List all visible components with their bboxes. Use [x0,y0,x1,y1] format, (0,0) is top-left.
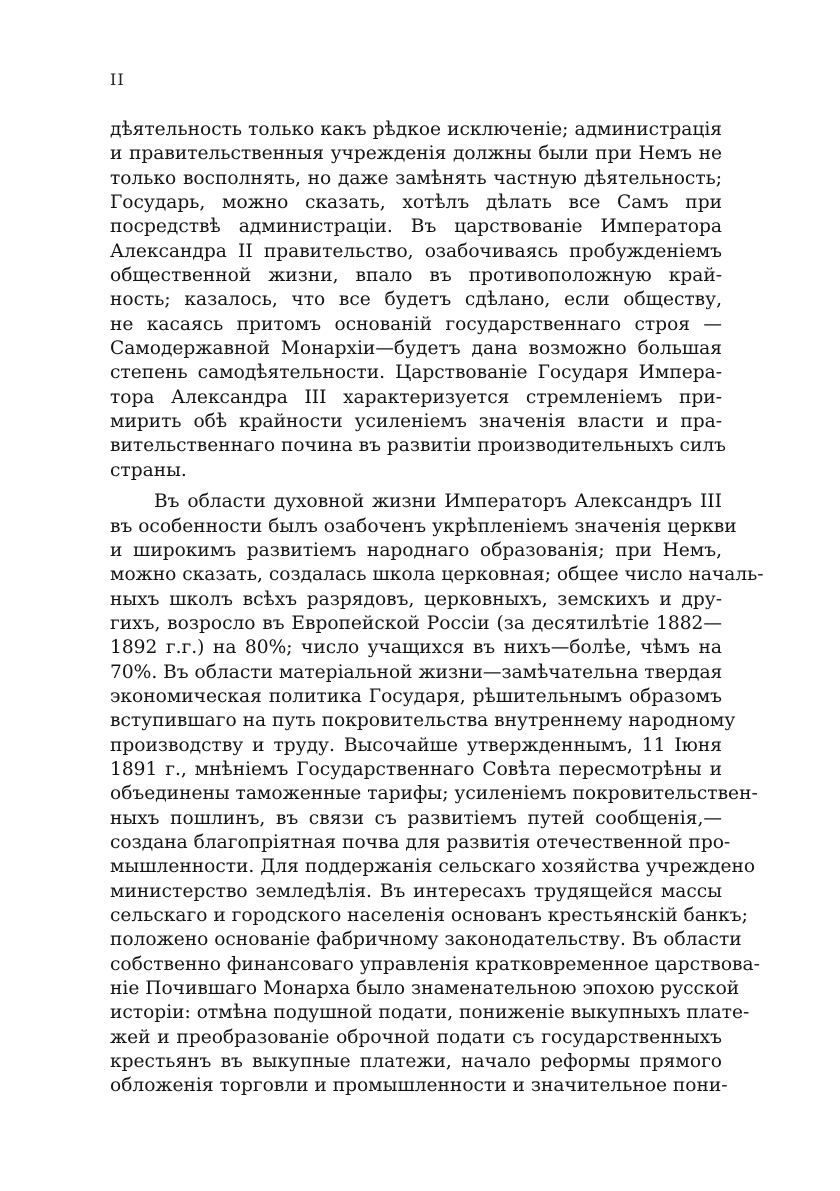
text-line: производству и труду. Высочайше утвержденнымъ, 11 Іюня [110,734,722,756]
text-line: мышленности. Для поддержанія сельскаго хозяйства учреждено [110,856,756,878]
text-line: ныхъ пошлинъ, въ связи съ развитіемъ путей сообщенія,— [110,807,722,829]
text-line: тора Александра III характеризуется стремленіемъ при- [110,386,722,408]
text-line: крестьянъ въ выкупные платежи, начало реформы прямого [110,1051,722,1073]
text-line: степень самодѣятельности. Царствованіе Государя Импера- [110,362,722,384]
text-line: общественной жизни, впало въ противоположную край- [110,265,722,287]
text-line: ность; казалось, что все будетъ сдѣлано, если обществу, [110,289,722,311]
text-line: исторіи: отмѣна подушной подати, пониженіе выкупныхъ плате- [110,1002,750,1024]
text-line: и правительственныя учрежденія должны были при Немъ не [110,143,722,165]
text-line: положено основаніе фабричному законодательству. Въ области [110,929,742,951]
text-line: обложенія торговли и промышленности и значительное пони- [110,1075,728,1097]
text-line: Въ области духовной жизни Императоръ Александръ III [154,491,722,513]
text-line: посредствѣ администраціи. Въ царствованіе Императора [110,216,722,238]
text-line: только восполнять, но даже замѣнять частную дѣятельность; [110,167,722,189]
text-line: сельскаго и городского населенія основанъ крестьянскій банкъ; [110,905,748,926]
text-line: не касаясь притомъ основаній государственнаго строя — [110,313,722,335]
paragraph-gap [110,483,722,490]
text-line: страны. [110,459,187,481]
text-line: Самодержавной Монархіи—будетъ дана возможно большая [110,338,722,360]
text-line: 70%. Въ области матеріальной жизни—замѣчательна твердая [110,661,723,683]
text-line: Государь, можно сказать, хотѣлъ дѣлать все Самъ при [110,192,722,214]
text-line: объединены таможенные тарифы; усиленіемъ покровительствен- [110,783,758,805]
text-line: экономическая политика Государя, рѣшительнымъ образомъ [110,685,722,707]
text-line: въ особенности былъ озабоченъ укрѣпленіемъ значенія церкви [110,515,737,537]
body-text [110,118,764,1099]
text-line: жей и преобразованіе оброчной подати съ государственныхъ [110,1026,722,1048]
paragraph-1 [110,118,726,483]
text-line: ныхъ школъ всѣхъ разрядовъ, церковныхъ, земскихъ и дру- [110,588,722,610]
text-line: дѣятельность только какъ рѣдкое исключеніе; администрація [110,119,722,140]
text-line: 1891 г., мнѣніемъ Государственнаго Совѣта пересмотрѣны и [110,758,722,780]
page-number: II [110,70,125,89]
text-line: министерство земледѣлія. Въ интересахъ трудящейся массы [110,880,722,902]
text-line: вступившаго на путь покровительства внутреннему народному [110,710,736,732]
text-line: и широкимъ развитіемъ народнаго образованія; при Немъ, [110,539,722,561]
text-line: собственно финансоваго управленія кратковременное царствова- [110,953,760,975]
text-line: Александра II правительство, озабочиваясь пробужденіемъ [110,240,722,262]
text-line: мирить обѣ крайности усиленіемъ значенія власти и пра- [110,411,722,433]
text-line: ніе Почившаго Монарха было знаменательною эпохою русской [110,978,740,1000]
text-line: вительственнаго почина въ развитіи производительныхъ силъ [110,435,726,457]
text-line: создана благопріятная почва для развитія отечественной про- [110,831,731,853]
text-line: можно сказать, создалась школа церковная; общее число началь- [110,564,764,586]
paragraph-2 [110,490,764,1099]
text-line: гихъ, возросло въ Европейской Россіи (за десятилѣтіе 1882— [110,612,722,634]
text-line: 1892 г.г.) на 80%; число учащихся въ нихъ—болѣе, чѣмъ на [110,637,722,659]
